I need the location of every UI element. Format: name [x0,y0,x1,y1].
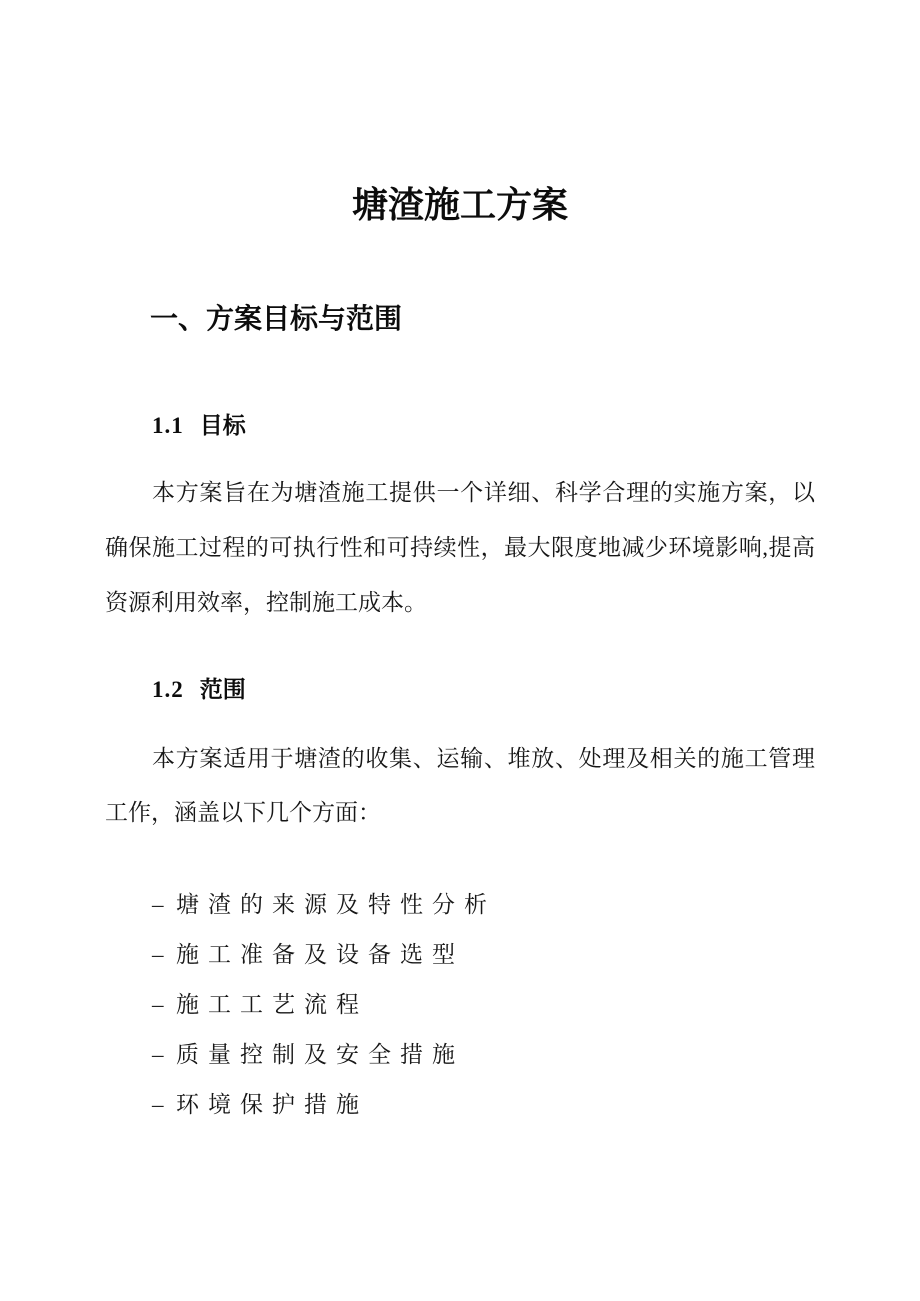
list-item [152,1030,815,1080]
list-item [152,880,815,930]
list-item-text: 塘渣的来源及特性分析 [176,892,496,917]
dash-marker: – [152,992,164,1017]
paragraph-scope: 本方案适用于塘渣的收集、运输、堆放、处理及相关的施工管理工作，涵盖以下几个方面： [105,746,815,825]
dash-marker: – [152,892,164,917]
dash-marker: – [152,942,164,967]
list-item-text: 环境保护措施 [176,1092,368,1117]
subsection-number: 1.2 [152,677,184,702]
list-item [152,1080,815,1130]
dash-marker: – [152,1042,164,1067]
list-item [152,980,815,1030]
list-item-text: 施工工艺流程 [176,992,368,1017]
dash-marker: – [152,1092,164,1117]
subsection-number: 1.1 [152,413,184,438]
section-heading: 一、方案目标与范围 [150,303,403,334]
subsection-heading-1-2 [105,675,815,705]
subsection-heading-1-1 [105,411,815,441]
document-title: 塘渣施工方案 [351,184,568,225]
subsection-title: 范围 [199,677,246,702]
list-item-text: 质量控制及安全措施 [176,1042,464,1067]
bullet-list [105,880,815,1130]
subsection-title: 目标 [199,413,246,438]
list-item-text: 施工准备及设备选型 [176,942,464,967]
paragraph-objective: 本方案旨在为塘渣施工提供一个详细、科学合理的实施方案，以确保施工过程的可执行性和可持续性，最大限度地减少环境影响,提高资源利用效率，控制施工成本。 [105,480,815,615]
list-item [152,930,815,980]
